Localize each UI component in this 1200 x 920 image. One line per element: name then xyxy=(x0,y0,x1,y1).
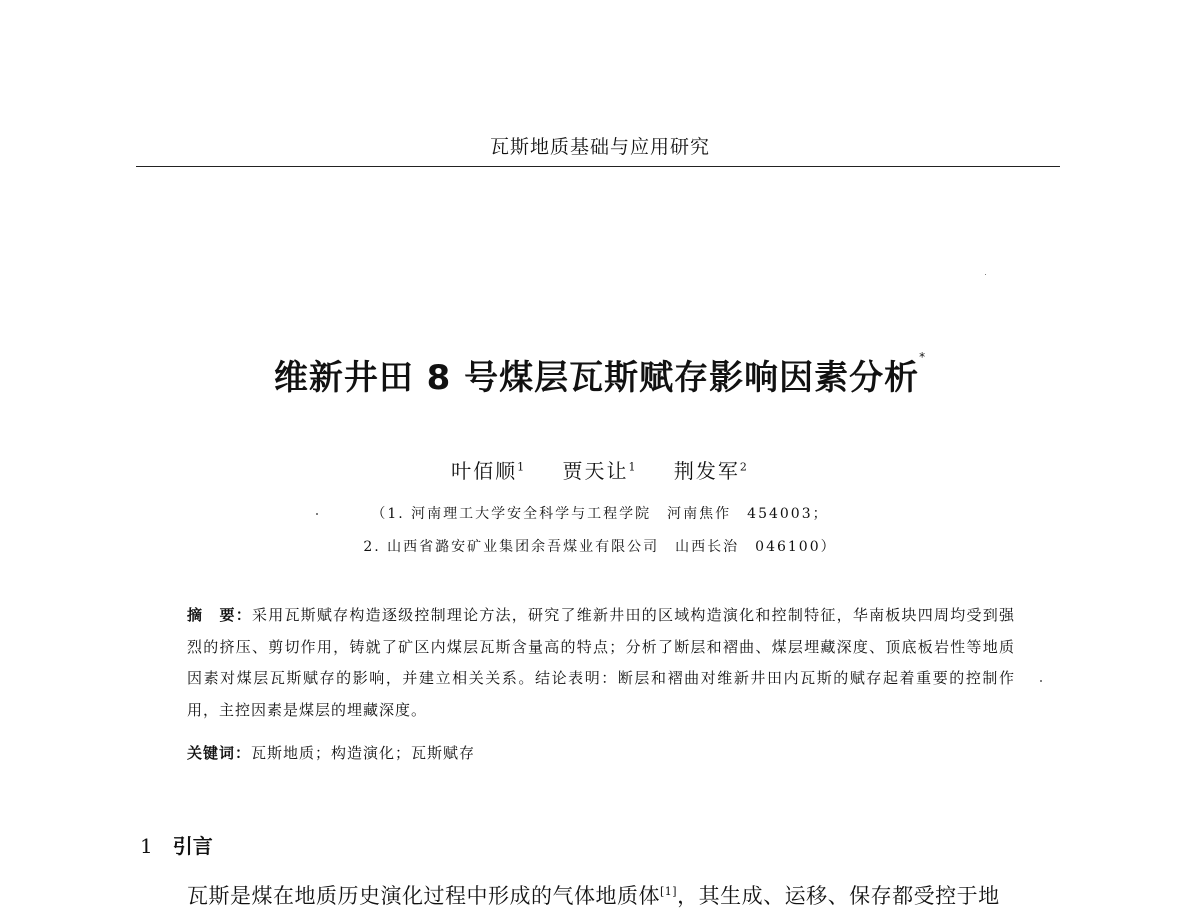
body-text-continue: ，其生成、运移、保存都受控于地 xyxy=(677,884,1000,908)
author-affiliation-mark: 1 xyxy=(628,460,638,474)
author-name: 叶佰顺 xyxy=(451,459,518,483)
title-footnote-mark: * xyxy=(919,350,927,364)
author xyxy=(451,459,526,483)
keywords-label: 关键词： xyxy=(187,744,252,762)
scan-speck xyxy=(985,274,986,275)
author-list xyxy=(0,455,1200,484)
abstract xyxy=(187,600,1015,726)
keywords xyxy=(187,742,1015,763)
section-number: 1 xyxy=(140,834,153,858)
section-title: 引言 xyxy=(172,834,213,858)
affiliation-line: （1. 河南理工大学安全科学与工程学院 河南焦作 454003； xyxy=(371,506,829,522)
citation-mark: [1] xyxy=(660,885,678,898)
author xyxy=(674,459,749,483)
header-rule xyxy=(136,166,1060,167)
author-affiliation-mark: 2 xyxy=(739,460,749,474)
abstract-text: 采用瓦斯赋存构造逐级控制理论方法，研究了维新井田的区域构造演化和控制特征，华南板块四周均受到强烈的挤压、剪切作用，铸就了矿区内煤层瓦斯含量高的特点；分析了断层和褶曲、煤层埋藏深度、顶底板岩性等地质因素对煤层瓦斯赋存的影响，并建立相关关系。结论表明：断层和褶曲对维新井田内瓦斯的赋存起着重要的控制作用，主控因素是煤层的埋藏深度。 xyxy=(187,606,1015,719)
body-text-start: 瓦斯是煤在地质历史演化过程中形成的气体地质体 xyxy=(187,884,660,908)
scan-speck xyxy=(1040,680,1042,682)
section-heading xyxy=(140,830,213,859)
body-paragraph xyxy=(187,880,1067,910)
abstract-label: 摘 要： xyxy=(187,606,252,624)
author-affiliation-mark: 1 xyxy=(517,460,527,474)
affiliation-line: 2. 山西省潞安矿业集团余吾煤业有限公司 山西长治 046100） xyxy=(363,539,837,555)
author-name: 贾天让 xyxy=(562,459,629,483)
paper-title xyxy=(0,350,1200,399)
keywords-text: 瓦斯地质；构造演化；瓦斯赋存 xyxy=(251,744,476,762)
paper-title-text: 维新井田 8 号煤层瓦斯赋存影响因素分析 xyxy=(273,358,920,398)
author xyxy=(563,459,638,483)
scan-speck xyxy=(316,513,318,515)
author-name: 荆发军 xyxy=(673,459,740,483)
running-header: 瓦斯地质基础与应用研究 xyxy=(489,136,710,158)
